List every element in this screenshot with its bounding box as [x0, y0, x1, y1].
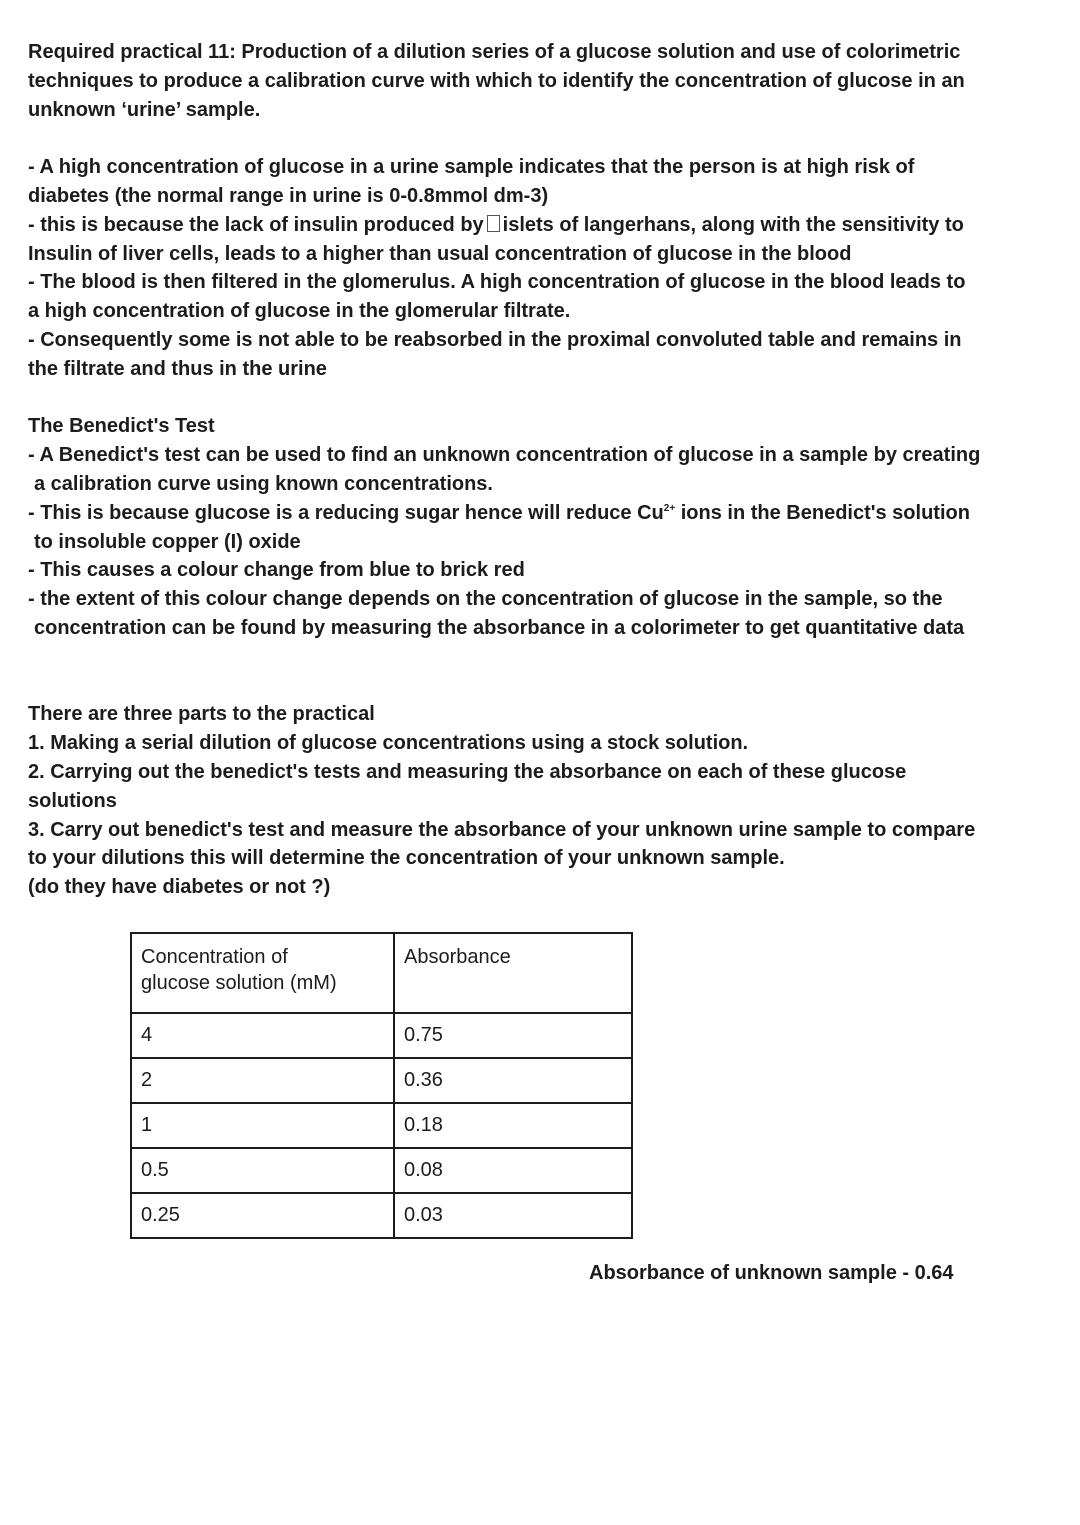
- concentration-cell: 1: [131, 1103, 394, 1148]
- parts-line-1: There are three parts to the practical: [28, 703, 375, 726]
- table-row: [131, 1013, 632, 1058]
- table-header-row: [131, 933, 632, 1013]
- concentration-cell: 4: [131, 1013, 394, 1058]
- benedict-line-6: - the extent of this colour change depends on the concentration of glucose in the sample, so the: [28, 588, 943, 611]
- table-row: [131, 1193, 632, 1238]
- absorbance-cell: 0.75: [394, 1013, 632, 1058]
- benedict-line-5: - This causes a colour change from blue to brick red: [28, 559, 525, 582]
- intro-line-3: [28, 211, 1068, 240]
- benedict-line-4: to insoluble copper (I) oxide: [34, 530, 301, 553]
- charge-superscript: 2+: [663, 502, 676, 514]
- absorbance-cell: 0.18: [394, 1103, 632, 1148]
- absorbance-cell: 0.03: [394, 1193, 632, 1238]
- parts-line-2: 1. Making a serial dilution of glucose concentrations using a stock solution.: [28, 732, 749, 755]
- parts-line-3: 2. Carrying out the benedict's tests and measuring the absorbance on each of these glucose: [28, 760, 907, 783]
- benedict-line-1: - A Benedict's test can be used to find an unknown concentration of glucose in a sample by creating: [28, 444, 981, 467]
- absorbance-cell: 0.08: [394, 1148, 632, 1193]
- intro-line-1: - A high concentration of glucose in a urine sample indicates that the person is at high risk of: [28, 156, 915, 179]
- header-absorbance: Absorbance: [394, 933, 632, 1013]
- intro-line-6: a high concentration of glucose in the glomerular filtrate.: [28, 300, 571, 323]
- document-body: [28, 38, 1068, 902]
- table-row: [131, 1148, 632, 1193]
- parts-line-7: (do they have diabetes or not ?): [28, 876, 331, 899]
- benedict-line-3-end: ions in the Benedict's solution: [675, 501, 970, 524]
- unknown-sample-absorbance: Absorbance of unknown sample - 0.64: [589, 1262, 954, 1284]
- results-table: [130, 932, 633, 1239]
- benedict-line-3: [28, 499, 1068, 528]
- parts-line-6: to your dilutions this will determine the concentration of your unknown sample.: [28, 847, 785, 870]
- intro-line-4: Insulin of liver cells, leads to a higher than usual concentration of glucose in the blood: [28, 242, 852, 265]
- table-row: [131, 1058, 632, 1103]
- intro-line-8: the filtrate and thus in the urine: [28, 357, 327, 380]
- benedict-line-7: concentration can be found by measuring the absorbance in a colorimeter to get quantitative data: [34, 616, 965, 639]
- intro-line-3-end: islets of langerhans, along with the sensitivity to: [502, 213, 964, 236]
- concentration-cell: 2: [131, 1058, 394, 1103]
- intro-line-7: - Consequently some is not able to be reabsorbed in the proximal convoluted table and remains in: [28, 328, 962, 351]
- missing-glyph-icon: [487, 215, 500, 232]
- concentration-cell: 0.5: [131, 1148, 394, 1193]
- benedict-heading: The Benedict's Test: [28, 415, 215, 438]
- title-line-1: Required practical 11: Production of a dilution series of a glucose solution and use of colorimetric: [28, 41, 961, 63]
- table-row: [131, 1103, 632, 1148]
- header-concentration: [131, 933, 394, 1013]
- header-concentration-line-1: Concentration of: [141, 946, 288, 968]
- title-line-2: techniques to produce a calibration curve with which to identify the concentration of glucose in an: [28, 69, 965, 92]
- concentration-cell: 0.25: [131, 1193, 394, 1238]
- title-line-3: unknown ‘urine’ sample.: [28, 98, 261, 121]
- header-concentration-line-2: glucose solution (mM): [141, 972, 337, 994]
- parts-line-4: solutions: [28, 789, 117, 812]
- benedict-line-3-start: - This is because glucose is a reducing sugar hence will reduce Cu: [28, 501, 664, 524]
- intro-line-2: diabetes (the normal range in urine is 0-0.8mmol dm-3): [28, 184, 549, 207]
- absorbance-cell: 0.36: [394, 1058, 632, 1103]
- intro-line-5: - The blood is then filtered in the glomerulus. A high concentration of glucose in the blood leads to: [28, 271, 966, 294]
- intro-line-3-start: - this is because the lack of insulin produced by: [28, 213, 484, 236]
- parts-line-5: 3. Carry out benedict's test and measure the absorbance of your unknown urine sample to compare: [28, 818, 976, 841]
- benedict-line-2: a calibration curve using known concentrations.: [34, 472, 493, 495]
